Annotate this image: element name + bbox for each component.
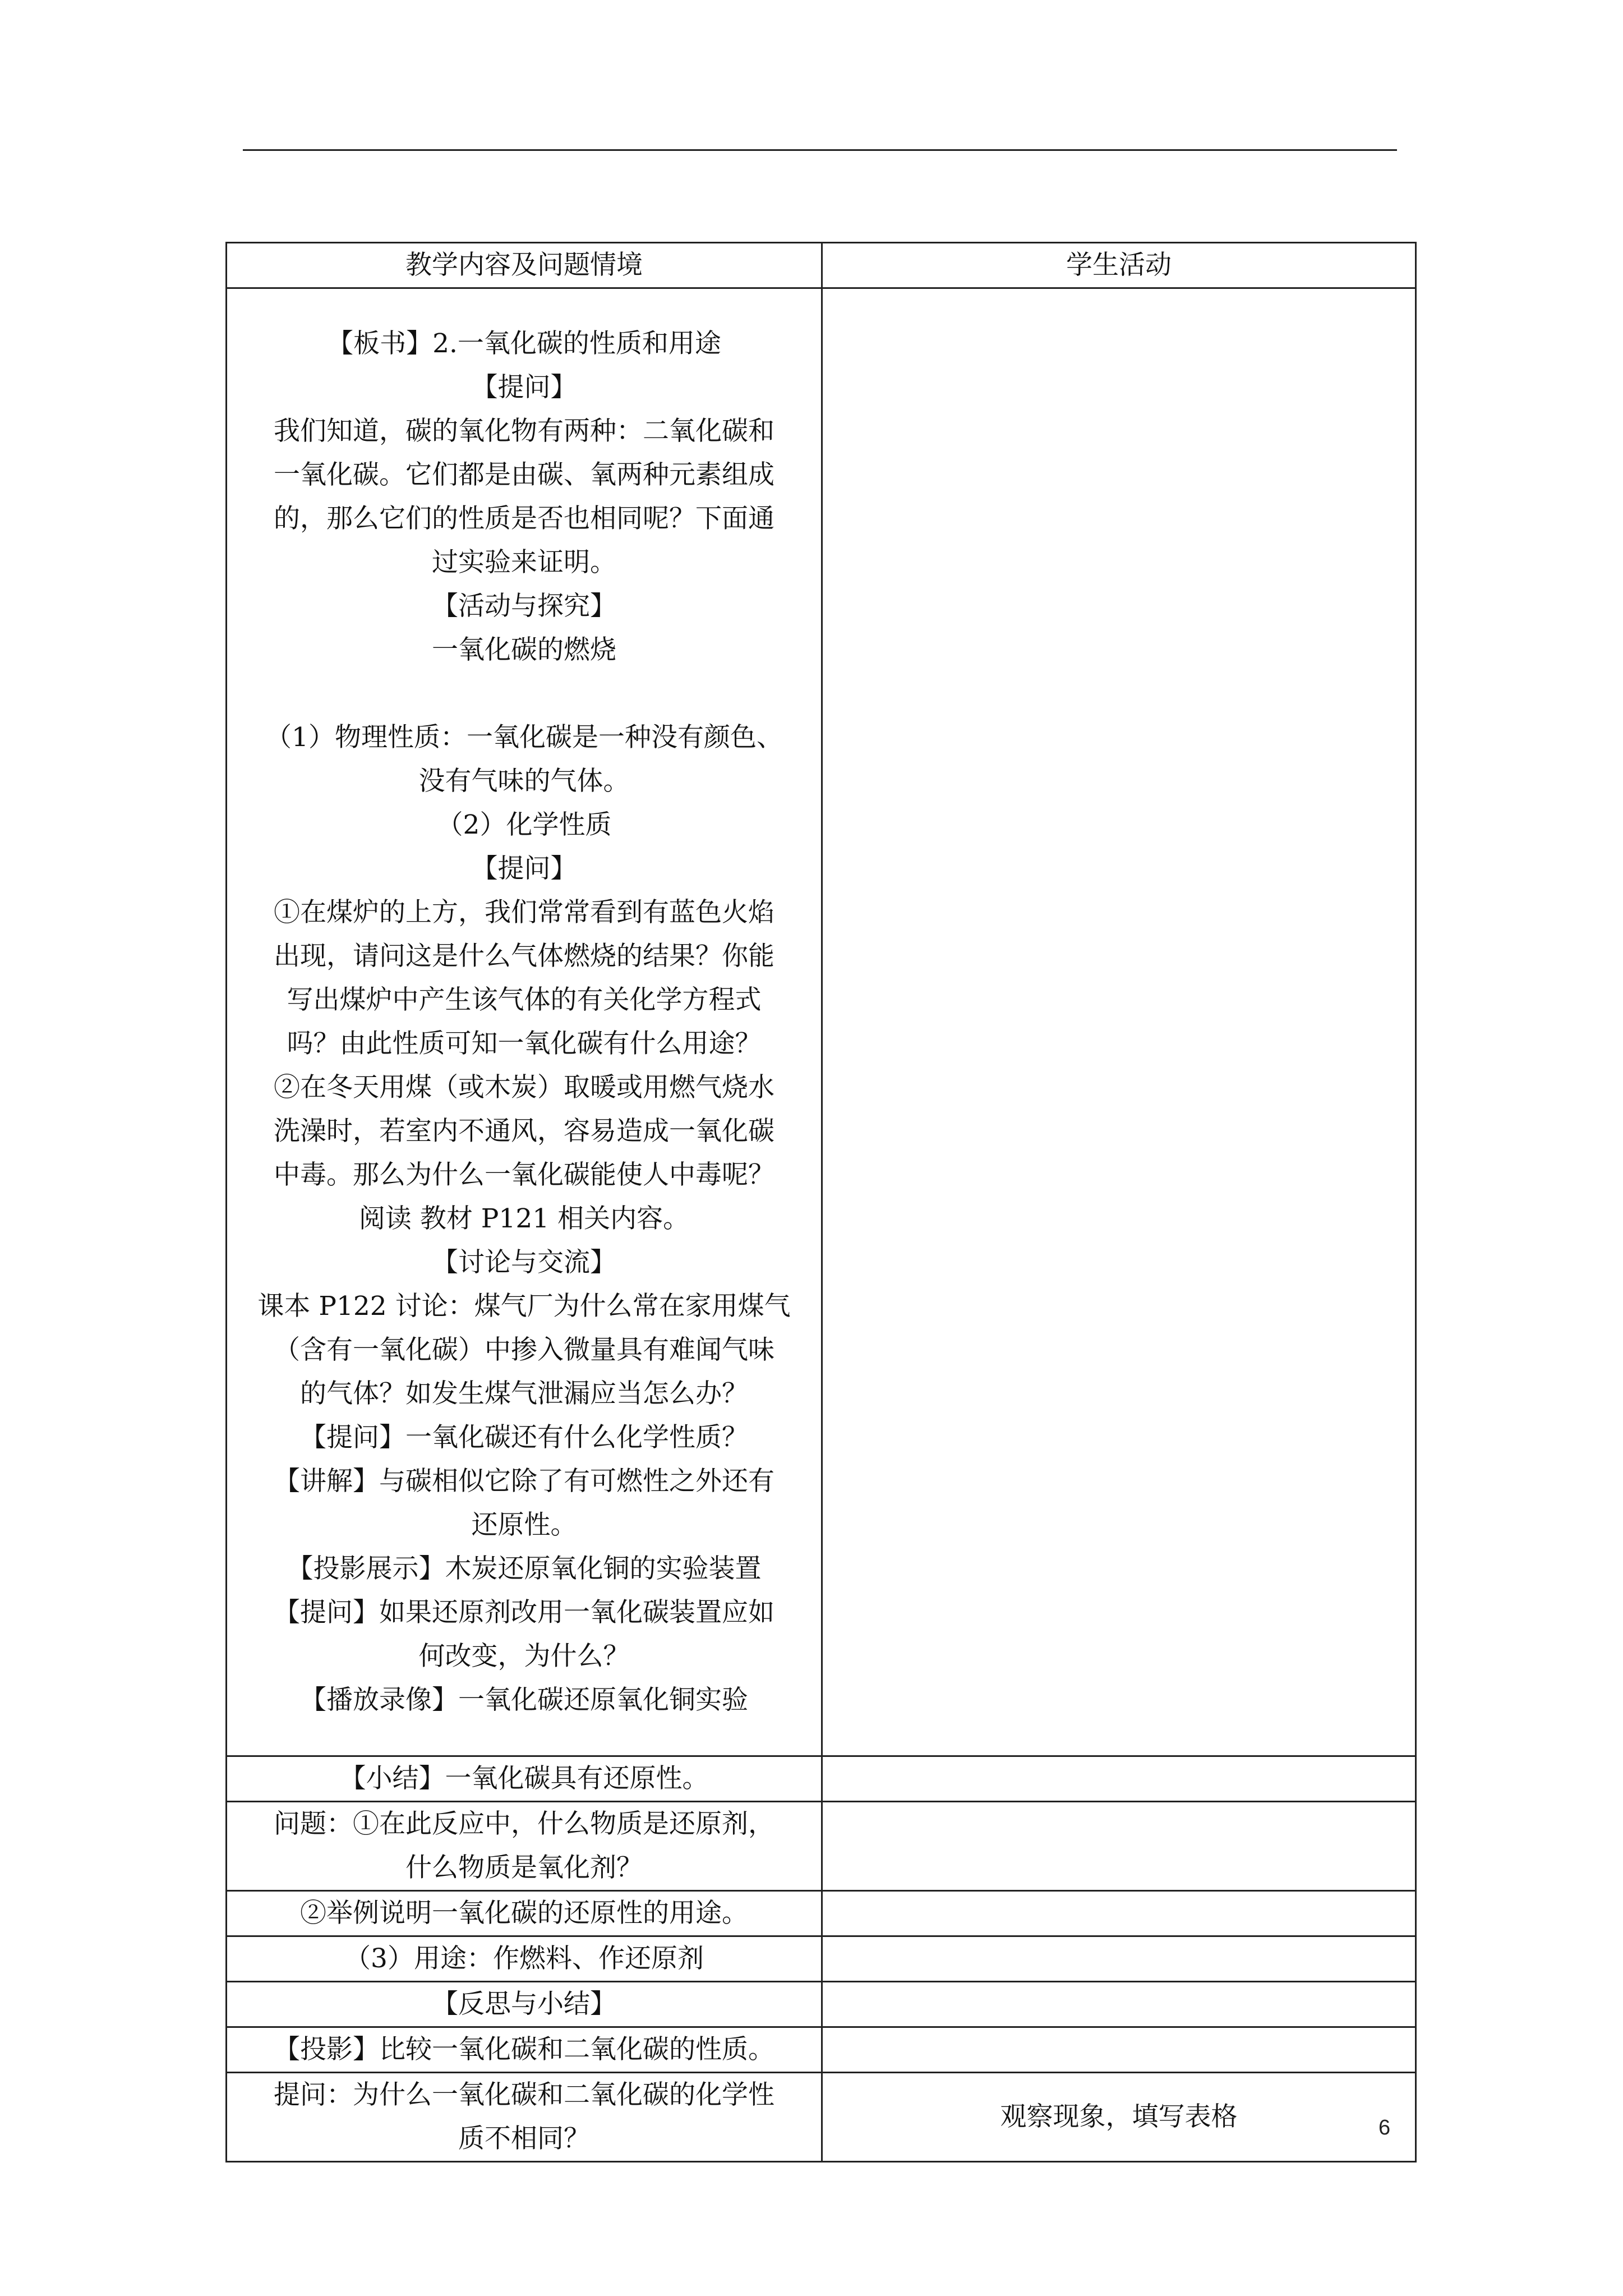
student-activity-cell <box>822 1982 1416 2027</box>
student-activity-cell <box>822 1891 1416 1936</box>
main-line: 一氧化碳的燃烧 <box>432 634 616 665</box>
main-line: 吗？由此性质可知一氧化碳有什么用途？ <box>287 1028 762 1059</box>
main-line: 【讨论与交流】 <box>432 1247 616 1278</box>
blank-line <box>243 672 805 716</box>
main-line: 过实验来证明。 <box>432 547 616 578</box>
main-line: 课本 P122 讨论：煤气厂为什么常在家用煤气 <box>257 1291 791 1322</box>
main-line: 【讲解】与碳相似它除了有可燃性之外还有 <box>274 1466 774 1497</box>
main-line: 写出煤炉中产生该气体的有关化学方程式 <box>287 984 762 1015</box>
main-line: （2）化学性质 <box>436 809 612 840</box>
lesson-table <box>225 242 1417 2162</box>
row-line: 提问：为什么一氧化碳和二氧化碳的化学性 <box>274 2079 774 2110</box>
row-content-cell <box>227 1936 822 1982</box>
table-row <box>227 1891 1416 1936</box>
main-line: 洗澡时，若室内不通风，容易造成一氧化碳 <box>274 1116 774 1147</box>
student-activity-cell: 观察现象，填写表格 <box>822 2073 1416 2162</box>
table-row <box>227 1802 1416 1891</box>
main-line: 【活动与探究】 <box>432 591 616 622</box>
student-activity-cell <box>822 1936 1416 1982</box>
row-line: 什么物质是氧化剂？ <box>405 1852 643 1883</box>
row-line: （3）用途：作燃料、作还原剂 <box>344 1943 704 1974</box>
main-line: 【投影展示】木炭还原氧化铜的实验装置 <box>287 1553 762 1584</box>
page-number: 6 <box>1378 2116 1391 2139</box>
row-content-cell <box>227 2073 822 2162</box>
main-line: 【提问】一氧化碳还有什么化学性质？ <box>300 1422 748 1453</box>
student-activity-cell <box>822 288 1416 1756</box>
main-line: 【播放录像】一氧化碳还原氧化铜实验 <box>300 1685 748 1715</box>
row-content-cell <box>227 1982 822 2027</box>
main-line: 何改变，为什么？ <box>418 1641 630 1672</box>
header-teaching-content: 教学内容及问题情境 <box>227 243 822 288</box>
row-content-cell <box>227 2027 822 2073</box>
row-line: 【小结】一氧化碳具有还原性。 <box>339 1763 709 1794</box>
row-line: 问题：①在此反应中，什么物质是还原剂， <box>274 1809 774 1839</box>
main-line: （1）物理性质：一氧化碳是一种没有颜色、 <box>265 722 783 753</box>
row-content-cell <box>227 1756 822 1802</box>
row-line: 质不相同？ <box>458 2123 590 2154</box>
table-row <box>227 1936 1416 1982</box>
main-line: 的气体？如发生煤气泄漏应当怎么办？ <box>300 1378 748 1409</box>
table-header-row <box>227 243 1416 288</box>
main-line: 中毒。那么为什么一氧化碳能使人中毒呢？ <box>274 1159 774 1190</box>
main-line: 【提问】 <box>471 372 577 403</box>
row-content-cell <box>227 1802 822 1891</box>
student-activity-cell <box>822 2027 1416 2073</box>
student-activity-cell <box>822 1802 1416 1891</box>
main-line: ②在冬天用煤（或木炭）取暖或用燃气烧水 <box>274 1072 774 1103</box>
main-line: 出现，请问这是什么气体燃烧的结果？你能 <box>274 941 774 972</box>
row-line: 【反思与小结】 <box>432 1989 616 2019</box>
table-row <box>227 1756 1416 1802</box>
row-content-cell <box>227 1891 822 1936</box>
main-line: （含有一氧化碳）中掺入微量具有难闻气味 <box>274 1335 774 1365</box>
main-line: 【提问】 <box>471 853 577 884</box>
main-line: ①在煤炉的上方，我们常常看到有蓝色火焰 <box>274 897 774 928</box>
main-line: 阅读 教材 P121 相关内容。 <box>358 1203 690 1234</box>
table-row <box>227 2073 1416 2162</box>
student-activity-cell <box>822 1756 1416 1802</box>
main-line: 我们知道，碳的氧化物有两种：二氧化碳和 <box>274 416 774 447</box>
main-line: 【提问】如果还原剂改用一氧化碳装置应如 <box>274 1597 774 1628</box>
main-line: 没有气味的气体。 <box>418 766 630 797</box>
main-line: 【板书】2.一氧化碳的性质和用途 <box>327 328 721 359</box>
table-row <box>227 1982 1416 2027</box>
row-line: 【投影】比较一氧化碳和二氧化碳的性质。 <box>274 2034 774 2065</box>
row-line: ②举例说明一氧化碳的还原性的用途。 <box>300 1898 748 1929</box>
main-line: 还原性。 <box>471 1510 577 1540</box>
main-line: 的，那么它们的性质是否也相同呢？下面通 <box>274 503 774 534</box>
header-student-activity: 学生活动 <box>822 243 1416 288</box>
header-rule <box>243 149 1397 151</box>
main-content-row <box>227 288 1416 1756</box>
main-line: 一氧化碳。它们都是由碳、氧两种元素组成 <box>274 459 774 490</box>
main-content-cell <box>227 288 822 1756</box>
table-row <box>227 2027 1416 2073</box>
